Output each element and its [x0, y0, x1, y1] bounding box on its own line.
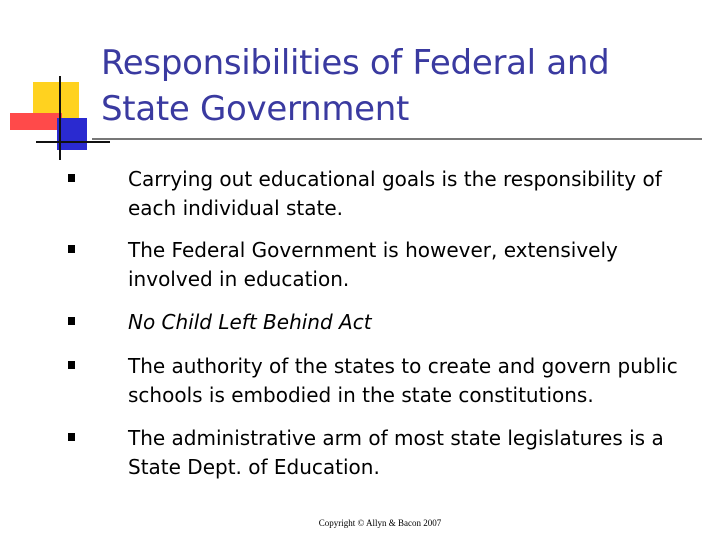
square-bullet-icon: [68, 174, 75, 182]
bullet-text: Carrying out educational goals is the responsibility of each individual state.: [128, 167, 662, 220]
slide-logo-graphic: [0, 0, 110, 170]
logo-red-bar: [10, 113, 62, 130]
slide-title: Responsibilities of Federal and State Government: [101, 43, 610, 129]
square-bullet-icon: [68, 433, 75, 441]
logo-blue-square: [57, 118, 87, 150]
bullet-text: The authority of the states to create and govern public schools is embodied in the state constitutions.: [128, 354, 678, 407]
square-bullet-icon: [68, 245, 75, 253]
square-bullet-icon: [68, 317, 75, 325]
bullet-text: The administrative arm of most state legislatures is a State Dept. of Education.: [128, 426, 664, 479]
bullet-text: The Federal Government is however, extensively involved in education.: [128, 238, 618, 291]
title-divider: [92, 138, 702, 140]
square-bullet-icon: [68, 361, 75, 369]
copyright-footer: Copyright © Allyn & Bacon 2007: [318, 518, 442, 528]
bullet-text-act-name: No Child Left Behind Act: [128, 310, 372, 334]
